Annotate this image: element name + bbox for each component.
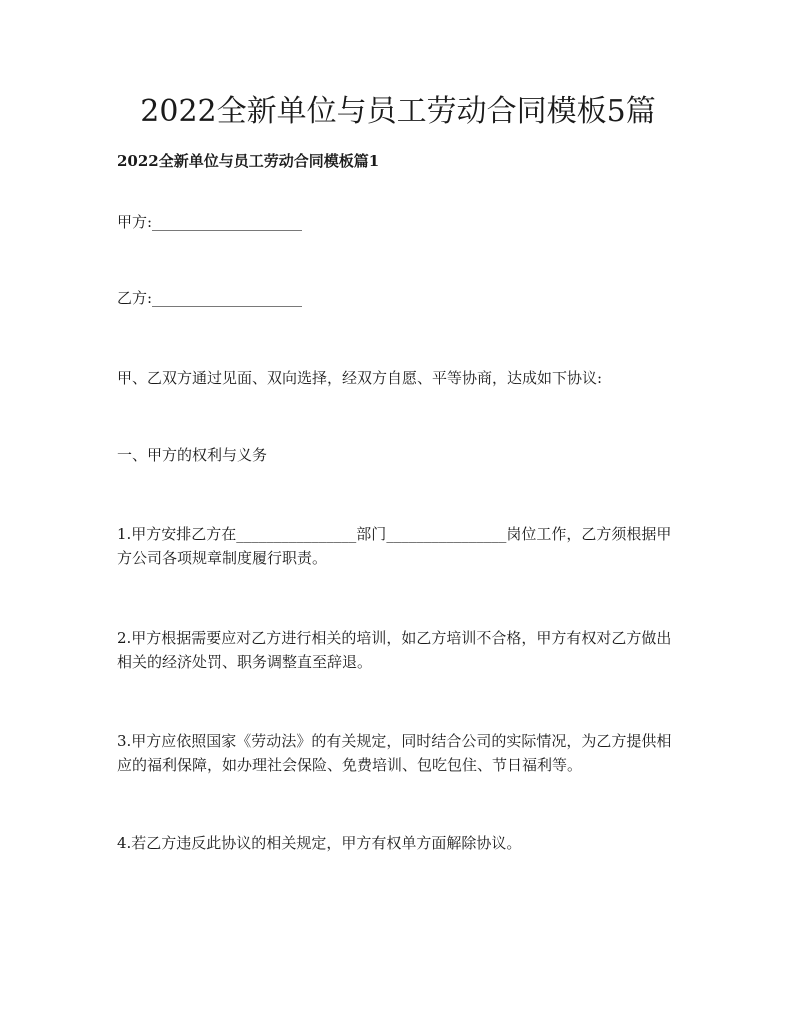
clause-3: 3.甲方应依照国家《劳动法》的有关规定，同时结合公司的实际情况，为乙方提供相应的福利保障，如办理社会保险、免费培训、包吃包住、节日福利等。 — [117, 732, 672, 774]
document-title: 2022全新单位与员工劳动合同模板5篇 — [140, 94, 656, 129]
section-heading: 一、甲方的权利与义务 — [117, 446, 268, 464]
party-b-line: 乙方:____________________ — [117, 289, 303, 307]
clause-1: 1.甲方安排乙方在________________部门________________岗位工作，乙方须根据甲方公司各项规章制度履行职责。 — [117, 525, 672, 567]
document-subtitle: 2022全新单位与员工劳动合同模板篇1 — [117, 152, 380, 170]
clause-4: 4.若乙方违反此协议的相关规定，甲方有权单方面解除协议。 — [117, 834, 522, 852]
party-a-line: 甲方:____________________ — [117, 213, 303, 231]
intro-paragraph: 甲、乙双方通过见面、双向选择，经双方自愿、平等协商，达成如下协议: — [117, 369, 603, 387]
clause-2: 2.甲方根据需要应对乙方进行相关的培训，如乙方培训不合格，甲方有权对乙方做出相关的经济处罚、职务调整直至辞退。 — [117, 629, 672, 671]
